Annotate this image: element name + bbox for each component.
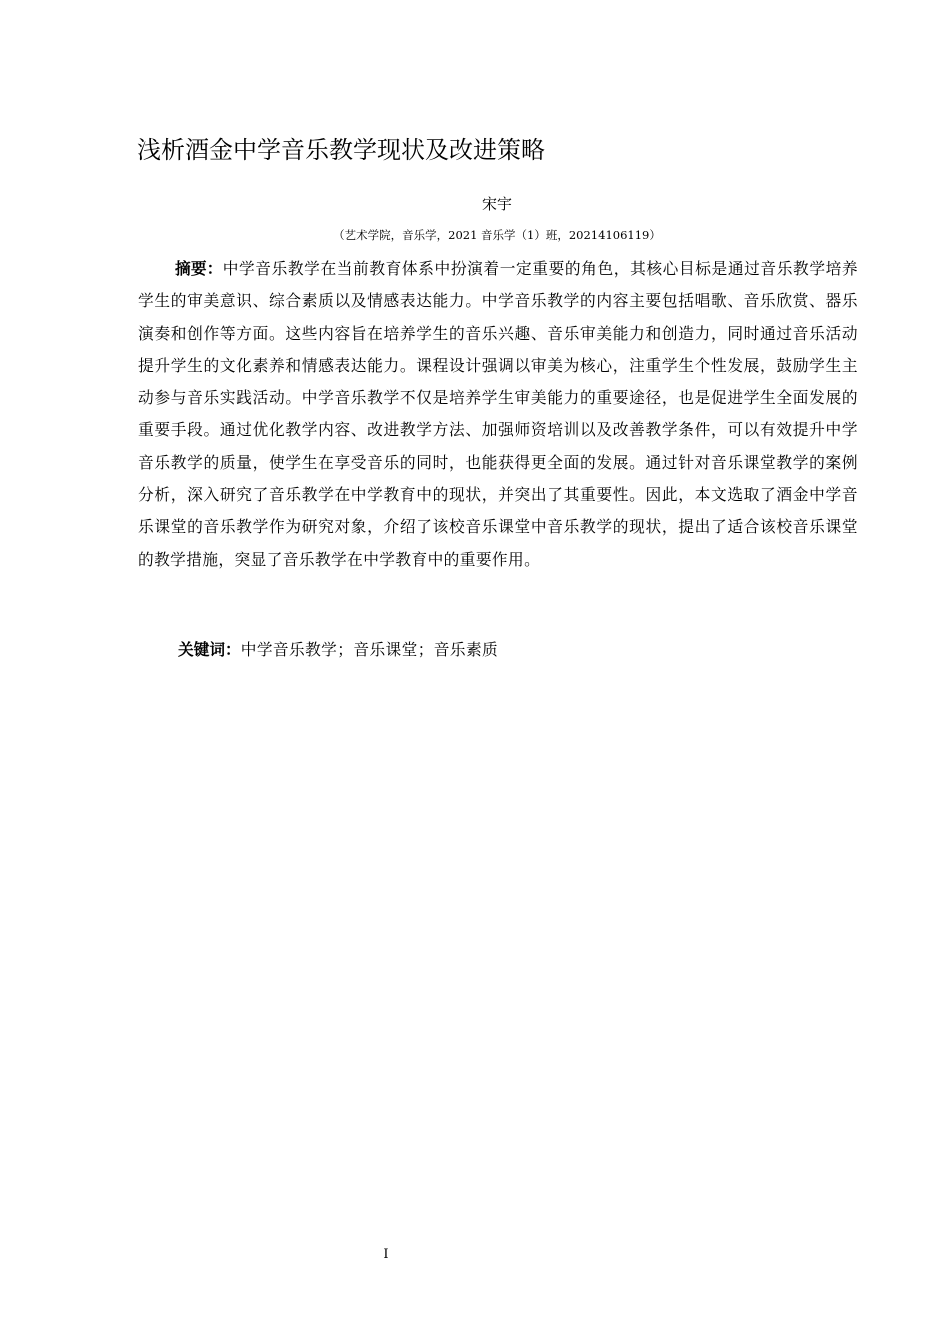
author-name: 宋宇: [481, 195, 512, 213]
keywords-line: [138, 634, 858, 666]
keywords-text: 中学音乐教学；音乐课堂；音乐素质: [240, 640, 499, 659]
abstract-label: 摘要：: [175, 259, 223, 278]
abstract-paragraph: [138, 253, 858, 576]
abstract-text: 中学音乐教学在当前教育体系中扮演着一定重要的角色，其核心目标是通过音乐教学培养学生的审美意识、综合素质以及情感表达能力。中学音乐教学的内容主要包括唱歌、音乐欣赏、器乐演奏和创作等方面。这些内容旨在培养学生的音乐兴趣、音乐审美能力和创造力，同时通过音乐活动提升学生的文化素养和情感表达能力。课程设计强调以审美为核心，注重学生个性发展，鼓励学生主动参与音乐实践活动。中学音乐教学不仅是培养学生审美能力的重要途径，也是促进学生全面发展的重要手段。通过优化教学内容、改进教学方法、加强师资培训以及改善教学条件，可以有效提升中学音乐教学的质量，使学生在享受音乐的同时，也能获得更全面的发展。通过针对音乐课堂教学的案例分析，深入研究了音乐教学在中学教育中的现状，并突出了其重要性。因此，本文选取了酒金中学音乐课堂的音乐教学作为研究对象，介绍了该校音乐课堂中音乐教学的现状，提出了适合该校音乐课堂的教学措施，突显了音乐教学在中学教育中的重要作用。: [138, 259, 858, 569]
paper-title: 浅析酒金中学音乐教学现状及改进策略: [137, 136, 545, 164]
author-affiliation: （艺术学院，音乐学，2021 音乐学（1）班，20214106119）: [333, 228, 661, 242]
keywords-label: 关键词：: [178, 640, 241, 659]
page-number: I: [383, 1247, 389, 1262]
